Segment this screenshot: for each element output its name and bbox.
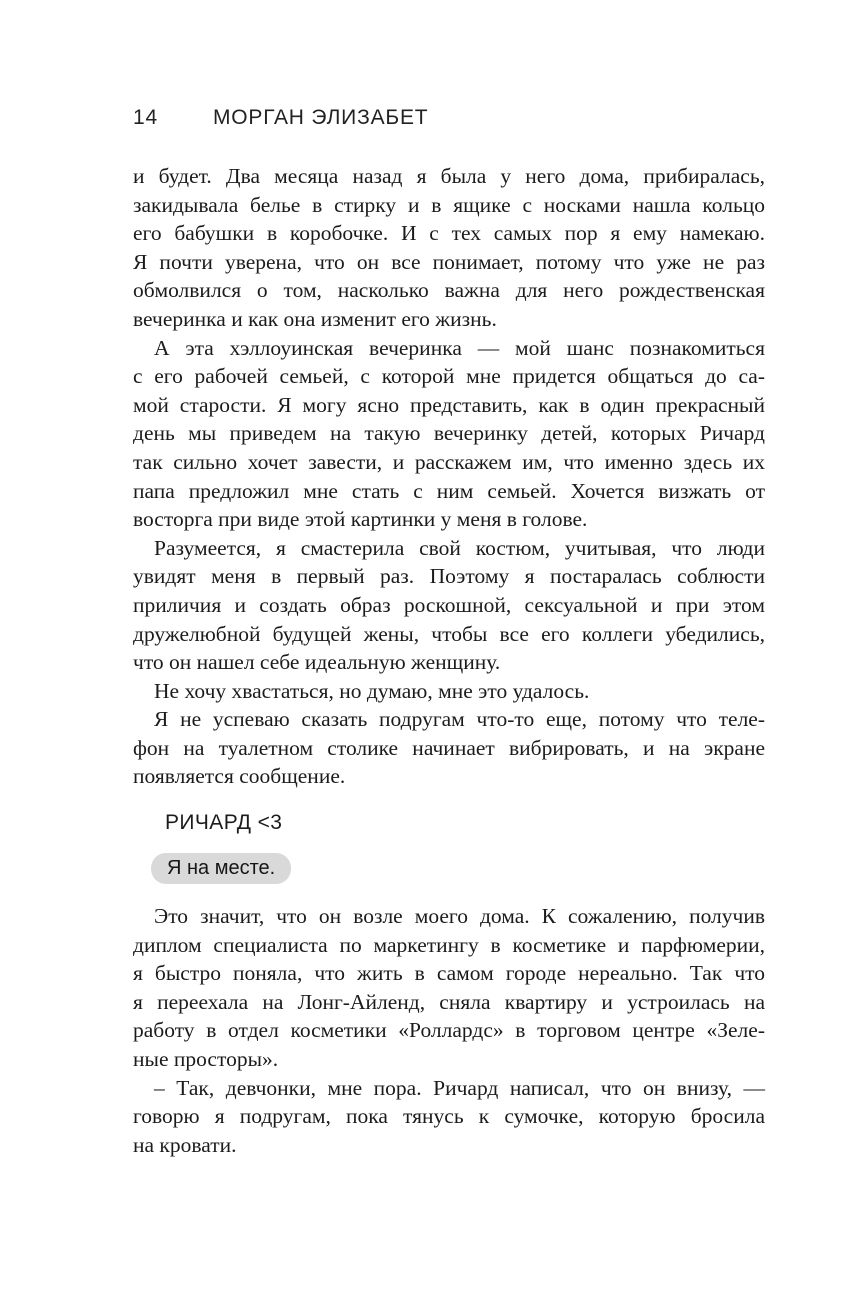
text-line: день мы приведем на такую вечеринку детей, которых Ричард: [133, 421, 765, 446]
text-line: мой старости. Я могу ясно представить, как в один прекрасный: [133, 392, 765, 417]
text-line: его бабушки в коробочке. И с тех самых пор я ему намекаю.: [133, 221, 765, 246]
text-line: диплом специалиста по маркетингу в косметике и парфюмерии,: [133, 932, 765, 957]
text-line: работу в отдел косметики «Роллардс» в торговом центре «Зеле-: [133, 1018, 765, 1043]
text-line: Я почти уверена, что он все понимает, потому что уже не раз: [133, 249, 765, 274]
message-sender-label: РИЧАРД <3: [165, 811, 283, 834]
body-text-upper: [133, 162, 765, 791]
text-line: Я не успеваю сказать подругам что-то еще, потому что теле-: [154, 707, 765, 732]
text-line: фон на туалетном столике начинает вибрировать, и на экране: [133, 735, 765, 760]
text-line: А эта хэллоуинская вечеринка — мой шанс познакомиться: [154, 335, 765, 360]
text-line: закидывала белье в стирку и в ящике с носками нашла кольцо: [133, 192, 765, 217]
text-line: с его рабочей семьей, с которой мне придется общаться до са-: [133, 364, 765, 389]
page-number: 14: [133, 106, 158, 129]
text-line: я быстро поняла, что жить в самом городе нереально. Так что: [133, 961, 765, 986]
text-line: говорю я подругам, пока тянусь к сумочке, которую бросила: [133, 1104, 765, 1129]
text-line: приличия и создать образ роскошной, сексуальной и при этом: [133, 592, 765, 617]
text-line: так сильно хочет завести, и расскажем им, что именно здесь их: [133, 449, 765, 474]
text-line: Это значит, что он возле моего дома. К сожалению, получив: [154, 904, 765, 928]
text-line: папа предложил мне стать с ним семьей. Хочется визжать от: [133, 478, 765, 503]
text-line: – Так, девчонки, мне пора. Ричард написал, что он внизу, —: [154, 1075, 765, 1100]
text-line: Не хочу хвастаться, но думаю, мне это удалось.: [154, 678, 590, 703]
body-text-lower: [133, 902, 765, 1159]
text-line: ные просторы».: [133, 1046, 279, 1071]
text-line: появляется сообщение.: [133, 764, 346, 789]
running-title: МОРГАН ЭЛИЗАБЕТ: [213, 106, 429, 129]
text-line: Разумеется, я смастерила свой костюм, учитывая, что люди: [154, 535, 765, 560]
text-line: на кровати.: [133, 1132, 237, 1157]
text-line: увидят меня в первый раз. Поэтому я постаралась соблюсти: [133, 564, 765, 589]
text-line: дружелюбной будущей жены, чтобы все его коллеги убедились,: [133, 621, 765, 646]
text-line: обмолвился о том, насколько важна для него рождественская: [133, 278, 765, 303]
text-line: восторга при виде этой картинки у меня в голове.: [133, 507, 588, 532]
text-line: вечеринка и как она изменит его жизнь.: [133, 306, 497, 331]
page-header: [133, 106, 428, 130]
text-line: и будет. Два месяца назад я была у него дома, прибиралась,: [133, 164, 765, 188]
message-text: Я на месте.: [167, 857, 276, 879]
message-bubble: [151, 853, 291, 884]
text-line: я переехала на Лонг-Айленд, сняла квартиру и устроилась на: [133, 989, 765, 1014]
text-line: что он нашел себе идеальную женщину.: [133, 650, 501, 675]
